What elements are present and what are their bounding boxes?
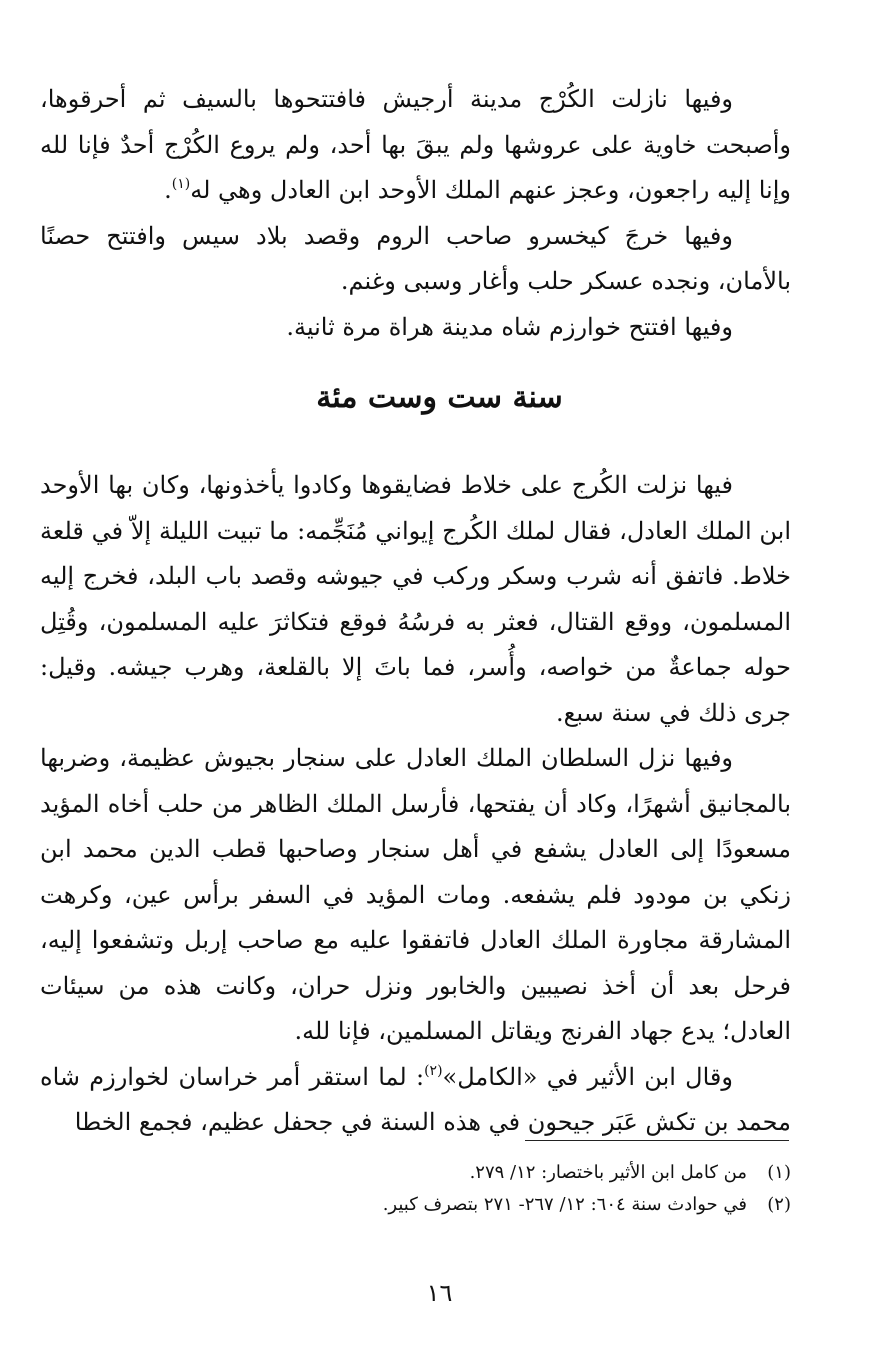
paragraph-text: وقال ابن الأثير في «الكامل» (442, 1062, 733, 1091)
paragraph-kaykhusraw (40, 214, 791, 305)
paragraph-text: فيها نزلت الكُرج على خلاط فضايقوها وكادوا يأخذونها، وكان بها الأوحد ابن الملك العادل، فقال لملك الكُرج إيواني مُنَجِّمه: ما تبيت الليلة إلاّ في قلعة خلاط. فاتفق أنه شرب وسكر وركب في جيوشه وقصد باب البلد، فخرج إليه المسلمون، ووقع القتال، فعثر به فرسُهُ فوقع فتكاثرَ عليه المسلمون، وقُتِل حوله جماعةٌ من خواصه، وأُسر، فما باتَ إلا بالقلعة، وهرب جيشه. وقيل: جرى ذلك في سنة سبع. (40, 471, 791, 727)
paragraph-text: وفيها نازلت الكُرْج مدينة أرجيش فافتتحوها بالسيف ثم أحرقوها، وأصبحت خاوية على عروشها ولم يبقَ بها أحد، ولم يروع الكُرْج أحدٌ فإنا لله وإنا إليه راجعون، وعجز عنهم الملك الأوحد ابن العادل وهي له (40, 85, 791, 204)
previous-year-events (40, 77, 791, 350)
footnote-reference-1[interactable]: (١) (171, 176, 191, 192)
section-heading: سنة ست وست مئة (316, 380, 563, 415)
paragraph-khilat (40, 463, 791, 736)
footnote-text: من كامل ابن الأثير باختصار: ١٢/ ٢٧٩. (469, 1162, 747, 1183)
paragraph-herat (40, 305, 791, 351)
footnote-reference-2[interactable]: (٢) (424, 1062, 443, 1079)
paragraph-text-end: : لما استقر أمر خراسان لخوارزم شاه محمد بن تكش عَبَر جيحون في هذه السنة في جحفل عظيم، فجمع الخطا (40, 1062, 791, 1136)
footnote-2 (200, 1189, 791, 1221)
year-606-events (40, 463, 791, 1146)
footnote-text: في حوادث سنة ٦٠٤: ١٢/ ٢٦٧- ٢٧١ بتصرف كبير. (382, 1194, 747, 1215)
paragraph-sinjar (40, 736, 791, 1055)
page-number: ١٦ (426, 1279, 453, 1307)
footnotes (200, 1157, 791, 1221)
footnote-number: (١) (767, 1162, 791, 1183)
paragraph-text: وفيها خرجَ كيخسرو صاحب الروم وقصد بلاد سيس وافتتح حصنًا بالأمان، ونجده عسكر حلب وأغار وسبى وغنم. (40, 221, 791, 295)
paragraph-text: وفيها افتتح خوارزم شاه مدينة هراة مرة ثانية. (286, 312, 733, 341)
paragraph-argish (40, 77, 791, 214)
footnote-1 (200, 1157, 791, 1189)
paragraph-ibn-al-athir (40, 1055, 791, 1146)
paragraph-text-end: . (164, 176, 172, 204)
footnote-number: (٢) (767, 1194, 791, 1215)
paragraph-text: وفيها نزل السلطان الملك العادل على سنجار بجيوش عظيمة، وضربها بالمجانيق أشهرًا، وكاد أن يفتحها، فأرسل الملك الظاهر من حلب أخاه المؤيد مسعودًا إلى العادل يشفع في أهل سنجار وصاحبها قطب الدين محمد ابن زنكي بن مودود فلم يشفعه. ومات المؤيد في السفر برأس عين، وكرهت المشارقة مجاورة الملك العادل فاتفقوا عليه مع صاحب إربل وتشفعوا إليه، فرحل بعد أن أخذ نصيبين والخابور ونزل حران، وكانت هذه من سيئات العادل؛ يدع جهاد الفرنج ويقاتل المسلمين، فإنا لله. (40, 744, 791, 1045)
footnote-divider (525, 1140, 789, 1141)
